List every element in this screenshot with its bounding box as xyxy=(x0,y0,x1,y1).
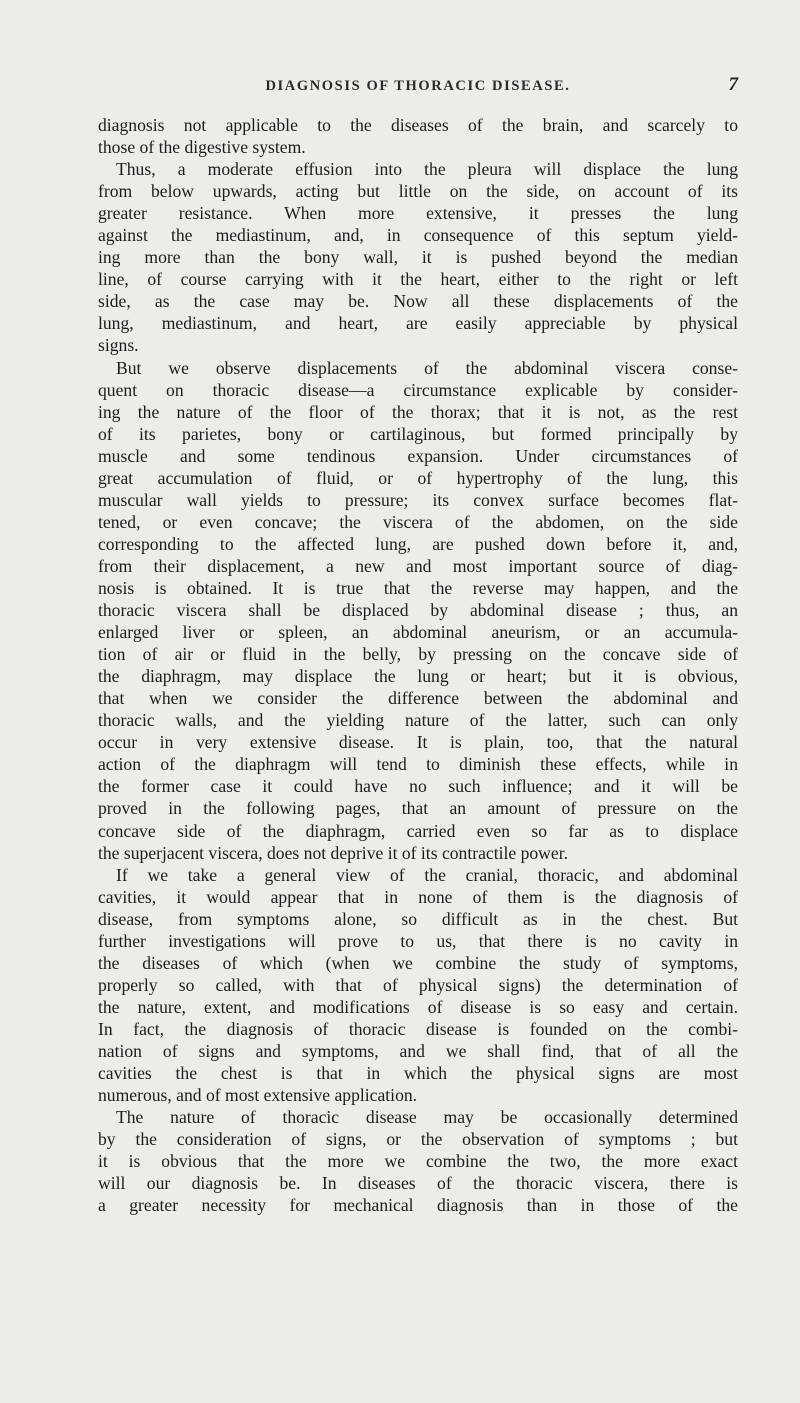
text-line: it is obvious that the more we combine the two, the more exact xyxy=(98,1151,738,1172)
text-line: further investigations will prove to us, that there is no cavity in xyxy=(98,930,738,951)
text-line: diagnosis not applicable to the diseases of the brain, and scarcely to xyxy=(98,115,738,135)
text-line: In fact, the diagnosis of thoracic disease is founded on the combi- xyxy=(98,1018,738,1039)
text-line: proved in the following pages, that an amount of pressure on the xyxy=(98,798,738,819)
text-line: line, of course carrying with it the heart, either to the right or left xyxy=(98,269,738,290)
text-line: those of the digestive system. xyxy=(98,137,306,158)
text-line: The nature of thoracic disease may be occasionally determined xyxy=(116,1107,738,1128)
text-line: Thus, a moderate effusion into the pleura will displace the lung xyxy=(116,159,738,180)
text-line: the diseases of which (when we combine the study of symptoms, xyxy=(98,952,738,973)
text-line: tened, or even concave; the viscera of the abdomen, on the side xyxy=(98,511,738,532)
text-line: greater resistance. When more extensive, it presses the lung xyxy=(98,203,738,224)
text-line: the superjacent viscera, does not deprive it of its contractile power. xyxy=(98,842,568,863)
text-line: cavities the chest is that in which the physical signs are most xyxy=(98,1063,738,1084)
text-line: muscle and some tendinous expansion. Under circumstances of xyxy=(98,445,738,466)
text-line: from below upwards, acting but little on the side, on account of its xyxy=(98,181,738,202)
text-line: concave side of the diaphragm, carried even so far as to displace xyxy=(98,820,738,841)
text-line: from their displacement, a new and most important source of diag- xyxy=(98,555,738,576)
running-title: DIAGNOSIS OF THORACIC DISEASE. xyxy=(265,78,571,94)
text-line: the diaphragm, may displace the lung or heart; but it is obvious, xyxy=(98,666,738,687)
text-line: properly so called, with that of physical signs) the determination of xyxy=(98,974,738,995)
text-line: numerous, and of most extensive application. xyxy=(98,1085,418,1106)
body-text xyxy=(98,114,738,1216)
text-line: signs. xyxy=(98,335,139,356)
text-line: that when we consider the difference between the abdominal and xyxy=(98,688,738,709)
text-line: tion of air or fluid in the belly, by pressing on the concave side of xyxy=(98,644,738,665)
text-line: will our diagnosis be. In diseases of the thoracic viscera, there is xyxy=(98,1173,738,1194)
text-line: ing the nature of the floor of the thorax; that it is not, as the rest xyxy=(98,401,738,422)
text-line: corresponding to the affected lung, are pushed down before it, and, xyxy=(98,533,738,554)
text-line: action of the diaphragm will tend to diminish these effects, while in xyxy=(98,754,738,775)
text-line: enlarged liver or spleen, an abdominal aneurism, or an accumula- xyxy=(98,622,738,643)
text-line: the nature, extent, and modifications of disease is so easy and certain. xyxy=(98,996,738,1017)
text-line: by the consideration of signs, or the observation of symptoms ; but xyxy=(98,1129,738,1150)
text-line: disease, from symptoms alone, so difficult as in the chest. But xyxy=(98,908,738,929)
text-line: against the mediastinum, and, in consequence of this septum yield- xyxy=(98,225,738,246)
text-line: lung, mediastinum, and heart, are easily appreciable by physical xyxy=(98,313,738,334)
running-head xyxy=(98,74,738,104)
text-line: cavities, it would appear that in none of them is the diagnosis of xyxy=(98,886,738,907)
text-line: a greater necessity for mechanical diagnosis than in those of the xyxy=(98,1195,738,1216)
text-line: nosis is obtained. It is true that the reverse may happen, and the xyxy=(98,577,738,598)
text-line: thoracic walls, and the yielding nature of the latter, such can only xyxy=(98,710,738,731)
text-line: But we observe displacements of the abdominal viscera conse- xyxy=(116,357,738,378)
text-line: If we take a general view of the cranial, thoracic, and abdominal xyxy=(116,864,738,885)
text-line: thoracic viscera shall be displaced by abdominal disease ; thus, an xyxy=(98,600,738,621)
text-line: nation of signs and symptoms, and we shall find, that of all the xyxy=(98,1040,738,1061)
text-line: quent on thoracic disease—a circumstance explicable by consider- xyxy=(98,379,738,400)
text-line: ing more than the bony wall, it is pushed beyond the median xyxy=(98,247,738,268)
text-line: of its parietes, bony or cartilaginous, but formed principally by xyxy=(98,423,738,444)
text-line: muscular wall yields to pressure; its convex surface becomes flat- xyxy=(98,489,738,510)
text-line: side, as the case may be. Now all these displacements of the xyxy=(98,291,738,312)
text-line: occur in very extensive disease. It is plain, too, that the natural xyxy=(98,732,738,753)
text-line: great accumulation of fluid, or of hypertrophy of the lung, this xyxy=(98,467,738,488)
text-line: the former case it could have no such influence; and it will be xyxy=(98,776,738,797)
page-number: 7 xyxy=(728,74,738,95)
